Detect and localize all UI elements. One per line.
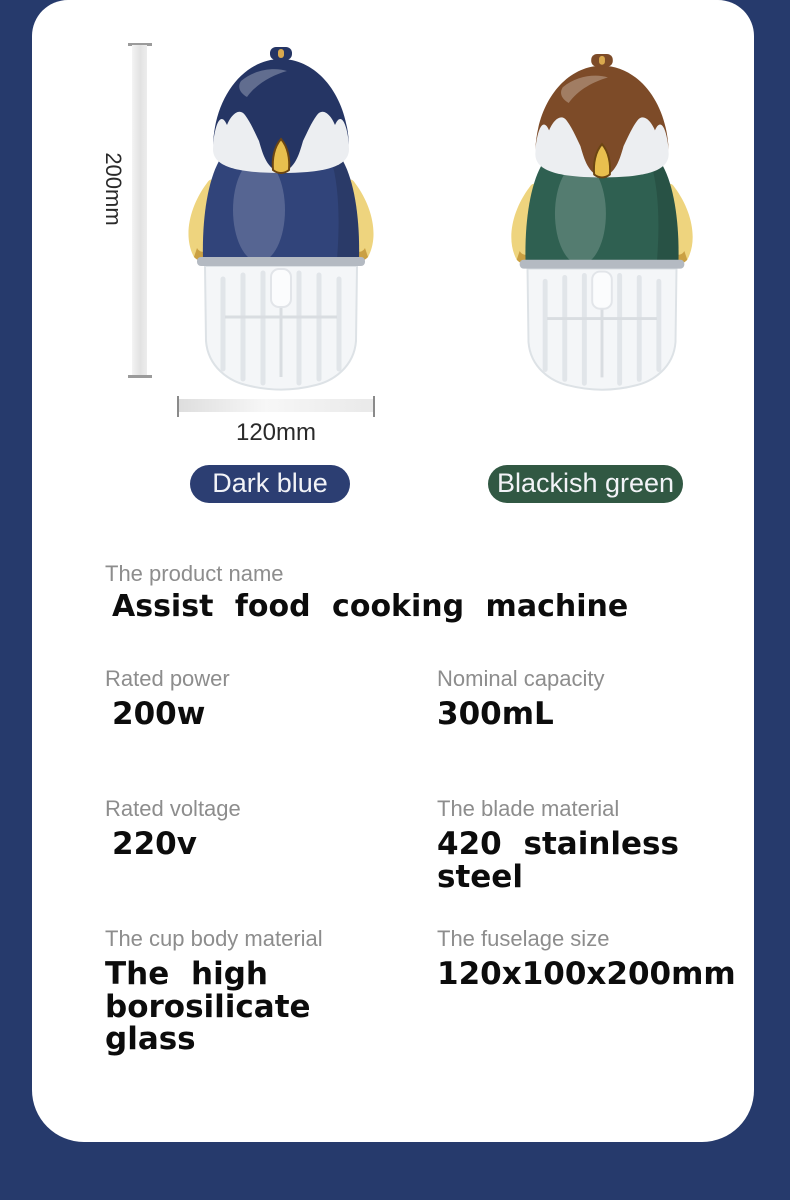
bowl-rim [520,260,685,269]
spec-label: The cup body material [105,926,323,951]
color-badge-dark-blue [190,465,350,503]
body-highlight [555,163,606,265]
color-badge-blackish-green [488,465,683,503]
blade-shaft [592,272,612,309]
height-dimension-bar [132,45,147,376]
spec-label: Nominal capacity [437,666,605,691]
spec-value: 300mL [437,696,554,732]
spec-nominal-capacity [437,666,605,731]
spec-rated-power [105,666,230,731]
bowl-rim [197,257,365,266]
product-name-value: Assist food cooking machine [112,589,629,624]
top-knob-pin [599,56,605,65]
color-badge-label: Dark blue [212,468,328,498]
body-highlight [233,158,285,262]
height-dimension-label: 200mm [101,152,126,226]
width-dimension-tick-right [373,396,375,417]
spec-cup-body-material [105,926,367,1056]
product-image-blackish-green [482,52,722,397]
spec-value: 420 stainless steel [437,826,679,895]
spec-label: The blade material [437,796,620,821]
spec-value: 120x100x200mm [437,956,736,992]
spec-value: 220v [112,826,197,862]
spec-label: Rated power [105,666,230,691]
spec-value: 200w [112,696,206,732]
blade-shaft [271,269,291,307]
spec-label: Rated voltage [105,796,241,821]
width-dimension-bar [179,399,373,412]
product-name-label: The product name [105,561,284,586]
spec-label: The fuselage size [437,926,610,951]
product-card [32,0,754,1142]
product-image-dark-blue [161,45,401,397]
width-dimension-label: 120mm [235,419,317,446]
spec-fuselage-size [437,926,736,991]
spec-blade-material [437,796,754,893]
color-badge-label: Blackish green [496,468,675,498]
spec-rated-voltage [105,796,241,861]
height-dimension-tick-bottom [128,375,152,378]
spec-value: The high borosilicate glass [105,956,311,1058]
top-knob-pin [278,49,284,58]
product-name-block [105,561,628,623]
